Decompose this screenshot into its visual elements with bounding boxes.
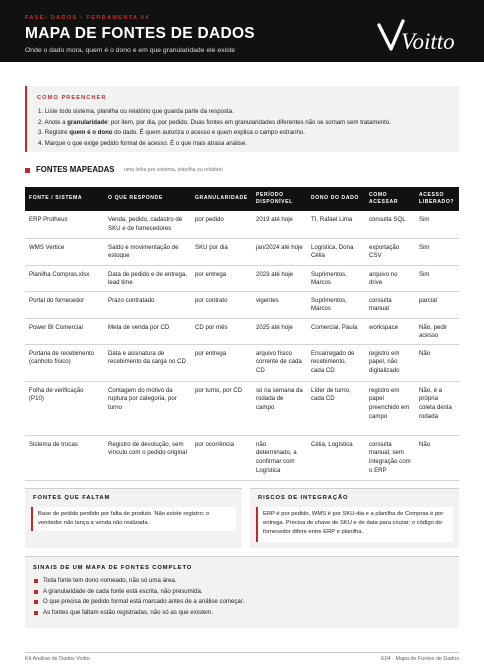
table-cell: TI, Rafael Lima — [307, 211, 365, 238]
how-to-fill-title: COMO PREENCHER — [37, 95, 107, 101]
data-sources-table — [25, 187, 459, 481]
table-cell: consulta SQL — [365, 211, 415, 238]
section-marker — [25, 168, 30, 173]
complete-map-signs-panel — [25, 556, 459, 628]
step-item: 1. Liste todo sistema, planilha ou relatório que guarda parte da resposta. — [38, 108, 234, 115]
bullet-square-icon — [34, 590, 38, 594]
table-cell: Meta de venda por CD — [104, 318, 191, 344]
table-cell: Não — [415, 344, 459, 381]
table-cell: não determinado, a confirmar com Logística — [252, 435, 307, 480]
signs-list — [34, 576, 244, 619]
integration-risks-text: ERP é por pedido, WMS é por SKU-dia e a planilha do Compras é por entrega. Precisa de chave de SKU e de data para cruzar; o código do fornecedor difere entre ERP e planilha. — [256, 507, 453, 542]
table-row — [25, 238, 459, 265]
list-item: Toda fonte tem dono nomeado, não só uma área. — [34, 576, 244, 587]
table-row — [25, 435, 459, 480]
table-cell: Sim — [415, 238, 459, 265]
table-cell: por entrega — [191, 265, 252, 291]
missing-sources-text: Base de pedido perdido por falta de produto. Não existe registro: o vendedor não lança a venda não realizada. — [31, 507, 236, 531]
table-row — [25, 265, 459, 291]
table-cell: Contagem do motivo da ruptura por categoria, por turno — [104, 381, 191, 435]
header-kicker: FASE: DADOS • FERRAMENTA 04 — [25, 15, 150, 21]
table-cell: por ocorrência — [191, 435, 252, 480]
table-cell: Registro de devolução, sem vínculo com o pedido original — [104, 435, 191, 480]
voitto-logo — [376, 16, 468, 56]
table-cell: vigentes — [252, 291, 307, 318]
table-row — [25, 318, 459, 344]
table-row — [25, 211, 459, 238]
table-header-row — [25, 187, 459, 211]
integration-risks-title: RISCOS DE INTEGRAÇÃO — [258, 495, 349, 501]
table-cell: Power BI Comercial — [25, 318, 104, 344]
how-to-fill-panel — [25, 86, 459, 152]
missing-sources-panel — [25, 488, 242, 548]
complete-map-signs-title: SINAIS DE UM MAPA DE FONTES COMPLETO — [33, 565, 193, 571]
step-item: 3. Registre quem é o dono do dado. É quem autoriza o acesso e quem explica o campo estranho. — [38, 129, 305, 137]
integration-risks-panel — [250, 488, 459, 548]
table-cell: 2019 até hoje — [252, 211, 307, 238]
page-header — [0, 0, 484, 62]
table-cell: Portal do fornecedor — [25, 291, 104, 318]
table-cell: Sistema de trocas — [25, 435, 104, 480]
column-header: GRANULARIDADE — [191, 187, 252, 211]
table-cell: Data de pedido e de entrega, lead time — [104, 265, 191, 291]
table-cell: por entrega — [191, 344, 252, 381]
table-cell: Suprimentos, Marcos — [307, 265, 365, 291]
table-cell: Sim — [415, 211, 459, 238]
table-cell: só na semana da rodada de campo — [252, 381, 307, 435]
table-cell: por contrato — [191, 291, 252, 318]
table-cell: Célia, Logística — [307, 435, 365, 480]
column-header: FONTE / SISTEMA — [25, 187, 104, 211]
table-row — [25, 291, 459, 318]
table-cell: CD por mês — [191, 318, 252, 344]
table-cell: workspace — [365, 318, 415, 344]
page-title: MAPA DE FONTES DE DADOS — [25, 25, 255, 42]
table-cell: Líder de turno, cada CD — [307, 381, 365, 435]
table-cell: SKU por dia — [191, 238, 252, 265]
table-cell: Data e assinatura de recebimento da carga no CD — [104, 344, 191, 381]
column-header: COMO ACESSAR — [365, 187, 415, 211]
table-cell: exportação CSV — [365, 238, 415, 265]
list-item: O que precisa de pedido formal está marcado antes de a análise começar. — [34, 597, 244, 608]
table-cell: Portaria de recebimento (canhoto físico) — [25, 344, 104, 381]
table-cell: Prazo contratado — [104, 291, 191, 318]
table-cell: por pedido — [191, 211, 252, 238]
footer-right: E04 · Mapa de Fontes de Dados — [381, 656, 459, 662]
table-cell: arquivo no drive — [365, 265, 415, 291]
footer-left: Kit Análise de Dados Voitto — [25, 656, 90, 662]
table-cell: registro em papel preenchido em campo — [365, 381, 415, 435]
table-cell: Logística, Dona Célia — [307, 238, 365, 265]
table-cell: arquivo físico corrente de cada CD — [252, 344, 307, 381]
table-cell: Venda, pedido, cadastro de SKU e de fornecedores — [104, 211, 191, 238]
table-cell: Encarregado de recebimento, cada CD — [307, 344, 365, 381]
table-cell: Não, é a própria coleta desta rodada — [415, 381, 459, 435]
section-subtitle: uma linha por sistema, planilha ou relatório — [124, 167, 223, 173]
table-cell: registro em papel, não digitalizado — [365, 344, 415, 381]
table-cell: consulta manual, sem integração com o ERP — [365, 435, 415, 480]
table-cell: 2025 até hoje — [252, 318, 307, 344]
table-cell: Não — [415, 435, 459, 480]
table-cell: Planilha Compras.xlsx — [25, 265, 104, 291]
list-item: As fontes que faltam estão registradas, não só as que existem. — [34, 608, 244, 619]
missing-sources-title: FONTES QUE FALTAM — [33, 495, 111, 501]
step-item: 4. Marque o que exige pedido formal de acesso. É o que mais atrasa análise. — [38, 139, 248, 147]
table-cell: jan/2024 até hoje — [252, 238, 307, 265]
bullet-square-icon — [34, 600, 38, 604]
table-cell: 2023 até hoje — [252, 265, 307, 291]
table-cell: WMS Vertice — [25, 238, 104, 265]
how-to-fill-steps — [38, 107, 391, 149]
table-cell: consulta manual — [365, 291, 415, 318]
table-cell: Suprimentos, Marcos — [307, 291, 365, 318]
column-header: ACESSO LIBERADO? — [415, 187, 459, 211]
step-item: 2. Anote a granularidade: por item, por dia, por pedido. Duas fontes em granularidades diferentes não se somam sem tratamento. — [38, 118, 391, 126]
table-cell: Comercial, Paula — [307, 318, 365, 344]
table-cell: por turno, por CD — [191, 381, 252, 435]
table-cell: ERP Protheus — [25, 211, 104, 238]
column-header: O QUE RESPONDE — [104, 187, 191, 211]
column-header: DONO DO DADO — [307, 187, 365, 211]
list-item: A granularidade de cada fonte está escrita, não presumida. — [34, 587, 244, 598]
column-header: PERÍODO DISPONÍVEL — [252, 187, 307, 211]
section-title: FONTES MAPEADAS — [36, 165, 115, 174]
table-cell: Saldo e movimentação de estoque — [104, 238, 191, 265]
table-row — [25, 344, 459, 381]
bullet-square-icon — [34, 611, 38, 615]
footer-divider — [25, 652, 459, 653]
table-cell: Folha de verificação (P10) — [25, 381, 104, 435]
table-cell: parcial — [415, 291, 459, 318]
table-cell: Sim — [415, 265, 459, 291]
bullet-square-icon — [34, 579, 38, 583]
page-subtitle: Onde o dado mora, quem é o dono e em que granularidade ele existe — [25, 47, 236, 54]
table-row — [25, 381, 459, 435]
table-cell: Não, pedir acesso — [415, 318, 459, 344]
logo-wordmark: Voitto — [401, 29, 455, 54]
